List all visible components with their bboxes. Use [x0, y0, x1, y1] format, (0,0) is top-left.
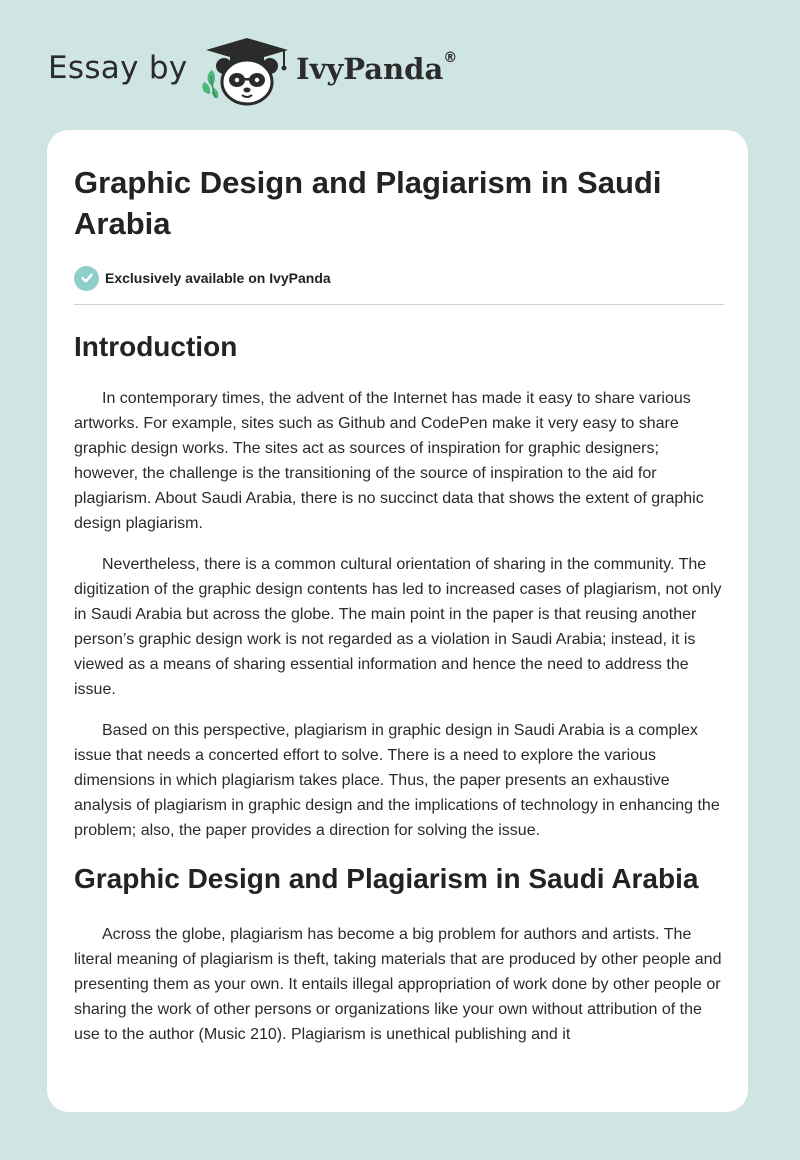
ivypanda-logo-icon[interactable] — [200, 36, 294, 108]
essay-by-label: Essay by — [48, 50, 188, 86]
paragraph: Nevertheless, there is a common cultural orientation of sharing in the community. The digitization of the graphic design contents has led to increased cases of plagiarism, not only in Saudi Arabia but across the globe. The main point in the paper is that reusing another person’s graphic design work is not regarded as a violation in Saudi Arabia; instead, it is viewed as a means of sharing essential information and hence the need to address the issue. — [74, 556, 722, 698]
registered-mark: ® — [443, 50, 458, 66]
section-heading-graphic-design: Graphic Design and Plagiarism in Saudi Arabia — [74, 863, 699, 894]
essay-card — [47, 130, 748, 1112]
check-icon — [74, 266, 99, 291]
paragraph: Based on this perspective, plagiarism in graphic design in Saudi Arabia is a complex issue that needs a concerted effort to solve. There is a need to explore the various dimensions in which plagiarism takes place. Thus, the paper presents an exhaustive analysis of plagiarism in graphic design and the implications of technology in enhancing the problem; also, the paper provides a direction for solving the issue. — [74, 722, 720, 839]
divider — [74, 304, 724, 305]
leaf-icon — [202, 70, 218, 98]
essay-content — [74, 162, 724, 1047]
paragraph: In contemporary times, the advent of the Internet has made it easy to share various artworks. For example, sites such as Github and CodePen make it very easy to share graphic design works. The sites act as sources of inspiration for graphic designers; however, the challenge is the transitioning of the source of inspiration to the aid for plagiarism. About Saudi Arabia, there is no succinct data that shows the extent of graphic design plagiarism. — [74, 390, 704, 532]
exclusive-label: Exclusively available on IvyPanda — [105, 270, 331, 286]
exclusive-badge — [74, 265, 724, 291]
page-title: Graphic Design and Plagiarism in Saudi Arabia — [74, 165, 662, 241]
brand-text: IvyPanda — [296, 52, 444, 86]
paragraph: Across the globe, plagiarism has become a big problem for authors and artists. The literal meaning of plagiarism is theft, taking materials that are produced by other people and presenting them as your own. It entails illegal appropriation of work done by other people or sharing the work of other persons or organizations like your own without attribution of the use to the author (Music 210). Plagiarism is unethical publishing and it — [74, 926, 722, 1043]
site-header — [0, 0, 800, 130]
section-heading-introduction: Introduction — [74, 331, 238, 362]
brand-name[interactable] — [296, 52, 457, 86]
